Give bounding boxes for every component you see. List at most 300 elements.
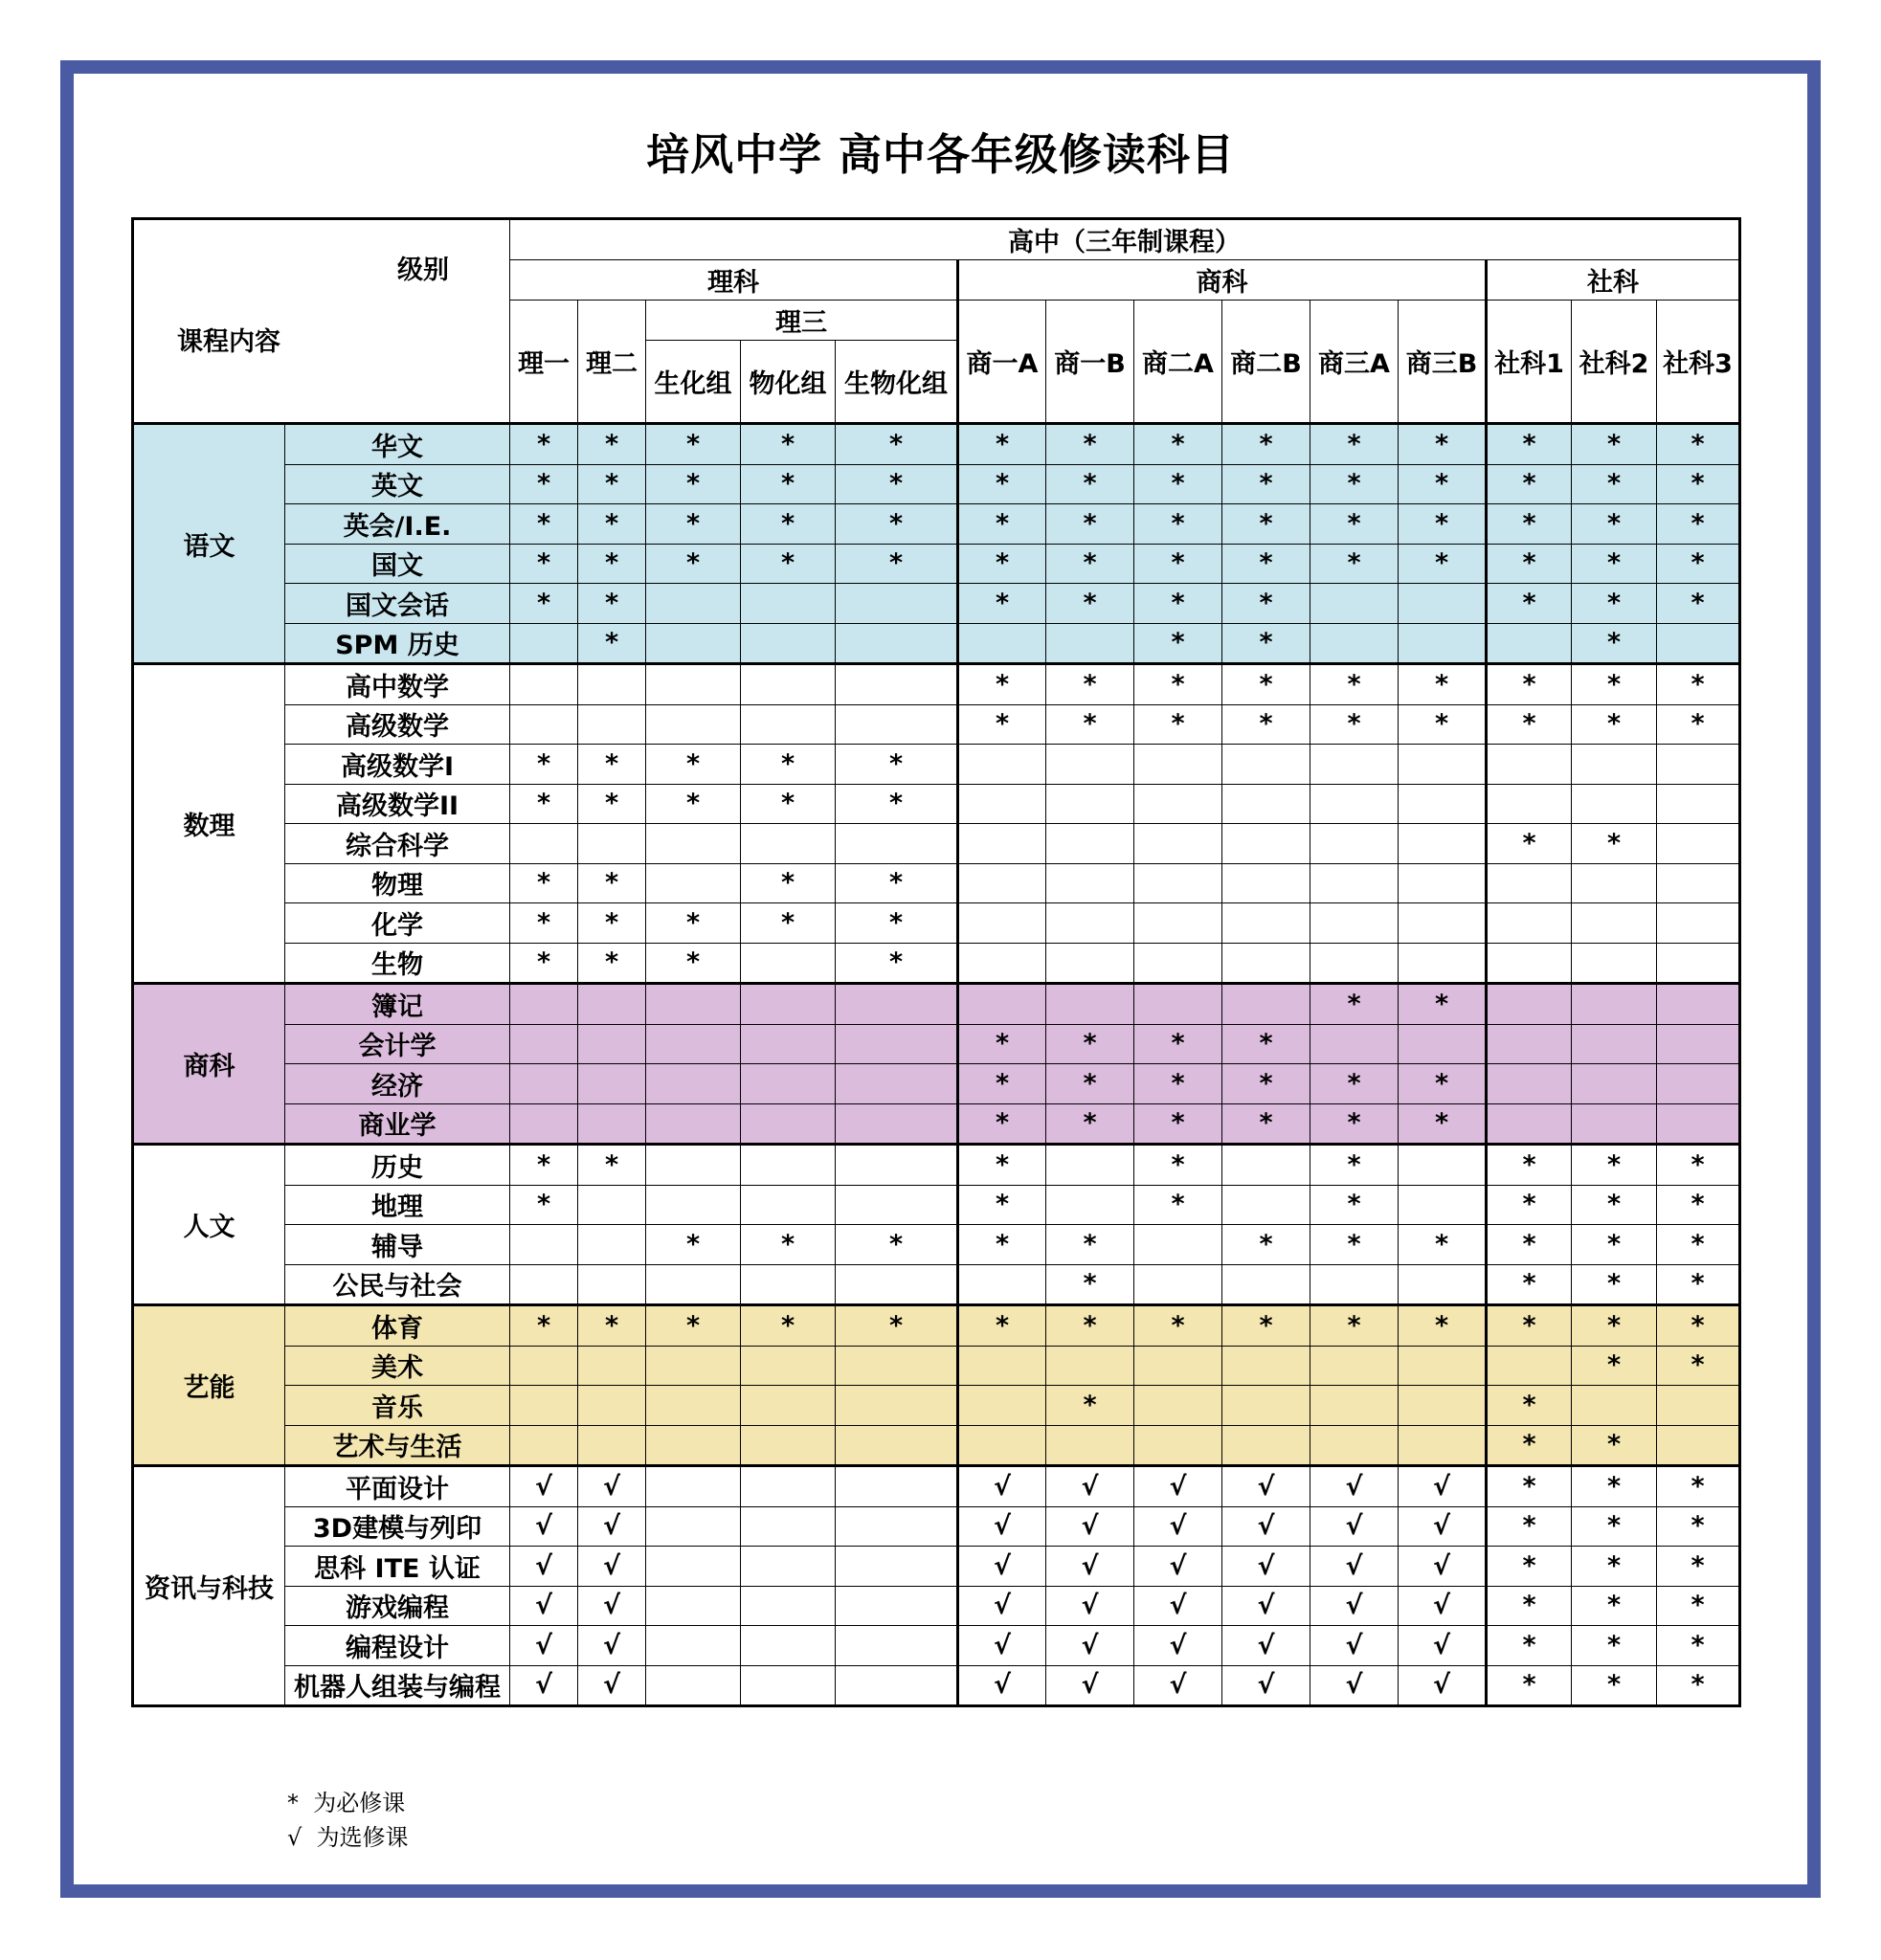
subjects-table	[131, 217, 1741, 1707]
table-row	[133, 1264, 1740, 1305]
table-row	[133, 464, 1740, 504]
mark-cell	[1222, 1346, 1310, 1386]
category-cell: 艺能	[133, 1305, 285, 1466]
mark-cell: *	[646, 504, 741, 545]
mark-cell: *	[958, 1103, 1046, 1145]
mark-cell	[1046, 784, 1134, 824]
mark-cell	[1134, 943, 1222, 984]
mark-cell	[741, 984, 836, 1025]
mark-cell: *	[1572, 1346, 1657, 1386]
mark-cell	[741, 1506, 836, 1547]
mark-cell	[1487, 784, 1572, 824]
mark-cell	[1399, 745, 1487, 785]
table-row	[133, 745, 1740, 785]
mark-cell	[646, 1064, 741, 1104]
table-row	[133, 1145, 1740, 1186]
mark-cell	[1134, 1264, 1222, 1305]
mark-cell: √	[1134, 1626, 1222, 1666]
mark-cell	[1222, 1264, 1310, 1305]
mark-cell	[1134, 1425, 1222, 1466]
mark-cell: *	[1487, 1145, 1572, 1186]
mark-cell: *	[1222, 584, 1310, 624]
mark-cell	[1046, 623, 1134, 664]
mark-cell	[741, 1626, 836, 1666]
mark-cell	[1487, 863, 1572, 903]
mark-cell: *	[510, 784, 578, 824]
mark-cell	[836, 824, 958, 864]
table-row	[133, 943, 1740, 984]
mark-cell	[1222, 984, 1310, 1025]
mark-cell	[646, 1346, 741, 1386]
header-col-2: 生化组	[646, 341, 741, 424]
header-col-12: 社科2	[1572, 301, 1657, 424]
mark-cell	[1046, 1425, 1134, 1466]
mark-cell	[741, 584, 836, 624]
mark-cell: *	[1572, 464, 1657, 504]
mark-cell: *	[1572, 1225, 1657, 1265]
subject-cell: 会计学	[285, 1024, 510, 1064]
mark-cell: *	[1572, 1264, 1657, 1305]
mark-cell	[1310, 623, 1399, 664]
table-row	[133, 1626, 1740, 1666]
mark-cell: *	[1487, 1264, 1572, 1305]
mark-cell	[1399, 1024, 1487, 1064]
mark-cell: *	[1572, 1665, 1657, 1706]
table-row	[133, 1346, 1740, 1386]
mark-cell: *	[1222, 544, 1310, 584]
mark-cell	[836, 1665, 958, 1706]
mark-cell	[1399, 1145, 1487, 1186]
subject-cell: 物理	[285, 863, 510, 903]
mark-cell	[958, 1425, 1046, 1466]
mark-cell: *	[1134, 1305, 1222, 1347]
mark-cell: *	[741, 784, 836, 824]
mark-cell: *	[1310, 664, 1399, 705]
corner-content-label: 课程内容	[177, 327, 280, 357]
category-cell: 人文	[133, 1145, 285, 1305]
mark-cell: *	[1046, 1103, 1134, 1145]
mark-cell	[1487, 745, 1572, 785]
mark-cell: *	[1399, 1103, 1487, 1145]
mark-cell	[741, 1466, 836, 1507]
table-row	[133, 1064, 1740, 1104]
mark-cell	[741, 824, 836, 864]
mark-cell: √	[1222, 1586, 1310, 1626]
mark-cell	[646, 584, 741, 624]
mark-cell: *	[578, 1145, 646, 1186]
header-col-11: 社科1	[1487, 301, 1572, 424]
legend-required	[287, 1784, 405, 1817]
subject-cell: 游戏编程	[285, 1586, 510, 1626]
mark-cell: *	[1046, 704, 1134, 745]
mark-cell: *	[1310, 1064, 1399, 1104]
mark-cell	[1399, 1425, 1487, 1466]
mark-cell	[1572, 984, 1657, 1025]
mark-cell: *	[1572, 1466, 1657, 1507]
mark-cell	[578, 1386, 646, 1426]
mark-cell: *	[1657, 1346, 1740, 1386]
mark-cell: *	[1657, 1466, 1740, 1507]
mark-cell	[1572, 1386, 1657, 1426]
mark-cell	[1572, 1064, 1657, 1104]
mark-cell: √	[578, 1665, 646, 1706]
table-row	[133, 504, 1740, 545]
mark-cell: √	[510, 1506, 578, 1547]
mark-cell	[510, 623, 578, 664]
header-corner	[133, 219, 510, 424]
mark-cell	[510, 1425, 578, 1466]
mark-cell	[646, 623, 741, 664]
mark-cell: *	[510, 424, 578, 465]
mark-cell: *	[1134, 1185, 1222, 1225]
mark-cell: *	[510, 544, 578, 584]
mark-cell	[578, 1185, 646, 1225]
mark-cell: *	[1657, 584, 1740, 624]
mark-cell: √	[958, 1466, 1046, 1507]
mark-cell: *	[510, 584, 578, 624]
mark-cell	[1399, 903, 1487, 944]
subject-cell: 3D建模与列印	[285, 1506, 510, 1547]
mark-cell: *	[1657, 1185, 1740, 1225]
mark-cell: *	[1657, 1665, 1740, 1706]
mark-cell	[510, 984, 578, 1025]
table-row	[133, 664, 1740, 705]
category-cell: 资讯与科技	[133, 1466, 285, 1706]
mark-cell	[1310, 745, 1399, 785]
mark-cell: *	[1572, 544, 1657, 584]
subject-cell: 编程设计	[285, 1626, 510, 1666]
mark-cell: *	[1657, 1506, 1740, 1547]
mark-cell: *	[741, 1305, 836, 1347]
mark-cell	[646, 1386, 741, 1426]
mark-cell: *	[1572, 1626, 1657, 1666]
mark-cell	[958, 1264, 1046, 1305]
mark-cell: *	[741, 424, 836, 465]
mark-cell: *	[578, 903, 646, 944]
mark-cell: *	[1572, 664, 1657, 705]
table-row	[133, 1506, 1740, 1547]
mark-cell: *	[836, 1305, 958, 1347]
mark-cell	[646, 704, 741, 745]
mark-cell: *	[1657, 1264, 1740, 1305]
category-cell: 商科	[133, 984, 285, 1145]
mark-cell	[1572, 1103, 1657, 1145]
mark-cell	[1046, 745, 1134, 785]
mark-cell: *	[1134, 664, 1222, 705]
mark-cell	[1399, 863, 1487, 903]
mark-cell	[1399, 584, 1487, 624]
mark-cell	[1310, 1264, 1399, 1305]
mark-cell: *	[1222, 464, 1310, 504]
table-row	[133, 1466, 1740, 1507]
subject-cell: 华文	[285, 424, 510, 465]
mark-cell: *	[646, 943, 741, 984]
table-row	[133, 424, 1740, 465]
mark-cell: √	[1399, 1547, 1487, 1587]
mark-cell	[1572, 745, 1657, 785]
mark-cell: *	[1657, 704, 1740, 745]
subject-cell: 英会/I.E.	[285, 504, 510, 545]
mark-cell: *	[578, 464, 646, 504]
mark-cell	[1310, 1024, 1399, 1064]
mark-cell: *	[1399, 704, 1487, 745]
mark-cell	[1134, 863, 1222, 903]
table-row	[133, 1305, 1740, 1347]
mark-cell	[1222, 943, 1310, 984]
mark-cell: *	[958, 1064, 1046, 1104]
mark-cell	[510, 1103, 578, 1145]
mark-cell	[646, 664, 741, 705]
mark-cell	[741, 1024, 836, 1064]
mark-cell	[646, 824, 741, 864]
mark-cell: *	[510, 1145, 578, 1186]
category-cell: 数理	[133, 664, 285, 984]
mark-cell: √	[1399, 1586, 1487, 1626]
mark-cell: *	[510, 464, 578, 504]
mark-cell: √	[1046, 1586, 1134, 1626]
mark-cell: *	[958, 584, 1046, 624]
mark-cell	[578, 1064, 646, 1104]
subject-cell: 高级数学	[285, 704, 510, 745]
mark-cell: *	[1572, 1506, 1657, 1547]
mark-cell	[1487, 1103, 1572, 1145]
legend-elective-symbol: √	[287, 1824, 302, 1851]
header-col-8: 商二B	[1222, 301, 1310, 424]
mark-cell	[578, 1225, 646, 1265]
table-row	[133, 1665, 1740, 1706]
mark-cell: *	[510, 1305, 578, 1347]
subject-cell: 高级数学II	[285, 784, 510, 824]
mark-cell: *	[1310, 1103, 1399, 1145]
mark-cell	[741, 1586, 836, 1626]
subject-cell: SPM 历史	[285, 623, 510, 664]
mark-cell: *	[1310, 464, 1399, 504]
mark-cell: *	[646, 1225, 741, 1265]
mark-cell	[1399, 1185, 1487, 1225]
mark-cell: *	[958, 664, 1046, 705]
mark-cell: √	[1222, 1665, 1310, 1706]
mark-cell	[1222, 745, 1310, 785]
mark-cell: *	[578, 544, 646, 584]
subject-cell: 商业学	[285, 1103, 510, 1145]
table-row	[133, 984, 1740, 1025]
mark-cell	[1134, 1346, 1222, 1386]
mark-cell: *	[1134, 704, 1222, 745]
mark-cell: *	[510, 863, 578, 903]
header-stream-commerce: 商科	[958, 260, 1487, 301]
mark-cell: *	[1487, 1305, 1572, 1347]
mark-cell	[1399, 943, 1487, 984]
table-row	[133, 544, 1740, 584]
mark-cell: *	[646, 903, 741, 944]
subject-cell: 体育	[285, 1305, 510, 1347]
mark-cell: *	[1046, 1305, 1134, 1347]
mark-cell: *	[741, 745, 836, 785]
table-row	[133, 584, 1740, 624]
legend-required-text: 为必修课	[313, 1790, 406, 1816]
mark-cell	[1222, 1145, 1310, 1186]
mark-cell: *	[1046, 544, 1134, 584]
mark-cell	[510, 664, 578, 705]
mark-cell	[510, 704, 578, 745]
mark-cell	[1572, 863, 1657, 903]
mark-cell: *	[1657, 504, 1740, 545]
subject-cell: 思科 ITE 认证	[285, 1547, 510, 1587]
mark-cell: *	[1487, 664, 1572, 705]
mark-cell	[741, 1064, 836, 1104]
header-stream-science: 理科	[510, 260, 958, 301]
mark-cell: *	[578, 745, 646, 785]
mark-cell: *	[958, 504, 1046, 545]
mark-cell: *	[1046, 1064, 1134, 1104]
mark-cell: √	[1222, 1466, 1310, 1507]
header-col-6: 商一B	[1046, 301, 1134, 424]
mark-cell: *	[1487, 1225, 1572, 1265]
mark-cell	[741, 1547, 836, 1587]
mark-cell	[1222, 1425, 1310, 1466]
mark-cell	[836, 1185, 958, 1225]
mark-cell	[741, 1264, 836, 1305]
legend-elective	[287, 1818, 409, 1852]
mark-cell: √	[510, 1665, 578, 1706]
mark-cell	[836, 1103, 958, 1145]
subject-cell: 音乐	[285, 1386, 510, 1426]
mark-cell	[1657, 1425, 1740, 1466]
mark-cell	[1657, 623, 1740, 664]
mark-cell: *	[1310, 1305, 1399, 1347]
mark-cell	[1572, 903, 1657, 944]
mark-cell: *	[646, 464, 741, 504]
mark-cell	[510, 1064, 578, 1104]
mark-cell	[741, 1425, 836, 1466]
mark-cell: *	[1399, 1225, 1487, 1265]
mark-cell	[836, 664, 958, 705]
mark-cell	[836, 584, 958, 624]
mark-cell: *	[1399, 1064, 1487, 1104]
subject-cell: 辅导	[285, 1225, 510, 1265]
mark-cell	[1572, 784, 1657, 824]
mark-cell	[836, 1145, 958, 1186]
mark-cell	[646, 984, 741, 1025]
mark-cell: *	[1487, 1185, 1572, 1225]
mark-cell: *	[1487, 824, 1572, 864]
mark-cell: *	[1222, 1305, 1310, 1347]
subject-cell: 英文	[285, 464, 510, 504]
mark-cell: *	[1310, 424, 1399, 465]
subject-cell: 高级数学I	[285, 745, 510, 785]
mark-cell	[836, 1264, 958, 1305]
mark-cell	[741, 943, 836, 984]
subject-cell: 高中数学	[285, 664, 510, 705]
subject-cell: 历史	[285, 1145, 510, 1186]
mark-cell	[836, 1626, 958, 1666]
mark-cell	[958, 623, 1046, 664]
header-col-0: 理一	[510, 301, 578, 424]
mark-cell: *	[1487, 464, 1572, 504]
mark-cell	[1657, 903, 1740, 944]
mark-cell: √	[578, 1626, 646, 1666]
mark-cell: *	[1046, 424, 1134, 465]
mark-cell	[1046, 903, 1134, 944]
mark-cell	[1487, 984, 1572, 1025]
mark-cell: *	[510, 504, 578, 545]
mark-cell: √	[1046, 1466, 1134, 1507]
mark-cell	[1134, 903, 1222, 944]
mark-cell: *	[1487, 1547, 1572, 1587]
mark-cell	[510, 1225, 578, 1265]
mark-cell: √	[510, 1586, 578, 1626]
table-row	[133, 704, 1740, 745]
mark-cell	[1046, 1346, 1134, 1386]
mark-cell: √	[958, 1626, 1046, 1666]
mark-cell	[741, 1185, 836, 1225]
mark-cell: *	[1487, 1626, 1572, 1666]
mark-cell	[578, 984, 646, 1025]
mark-cell	[646, 1586, 741, 1626]
mark-cell: *	[578, 584, 646, 624]
mark-cell	[1310, 903, 1399, 944]
mark-cell: *	[1487, 1586, 1572, 1626]
mark-cell: *	[578, 1305, 646, 1347]
mark-cell	[958, 1386, 1046, 1426]
mark-cell: *	[836, 943, 958, 984]
mark-cell: √	[1399, 1506, 1487, 1547]
mark-cell: *	[1222, 424, 1310, 465]
mark-cell: *	[836, 504, 958, 545]
mark-cell: *	[1134, 1145, 1222, 1186]
mark-cell: √	[1046, 1626, 1134, 1666]
mark-cell	[958, 863, 1046, 903]
table-row	[133, 623, 1740, 664]
mark-cell	[836, 1547, 958, 1587]
mark-cell	[1310, 824, 1399, 864]
mark-cell	[1046, 1145, 1134, 1186]
mark-cell: *	[958, 544, 1046, 584]
mark-cell: *	[836, 464, 958, 504]
mark-cell	[1399, 623, 1487, 664]
mark-cell: *	[1222, 623, 1310, 664]
mark-cell: *	[1134, 1103, 1222, 1145]
category-cell: 语文	[133, 424, 285, 664]
mark-cell: *	[1657, 424, 1740, 465]
mark-cell: √	[958, 1506, 1046, 1547]
mark-cell	[741, 1665, 836, 1706]
mark-cell	[1222, 863, 1310, 903]
header-col-9: 商三A	[1310, 301, 1399, 424]
header-col-13: 社科3	[1657, 301, 1740, 424]
mark-cell: √	[1046, 1506, 1134, 1547]
mark-cell: *	[510, 903, 578, 944]
mark-cell	[836, 984, 958, 1025]
mark-cell	[836, 1506, 958, 1547]
mark-cell: *	[1399, 424, 1487, 465]
mark-cell: √	[1399, 1466, 1487, 1507]
mark-cell: *	[1399, 664, 1487, 705]
mark-cell	[1487, 1346, 1572, 1386]
mark-cell: *	[1487, 424, 1572, 465]
mark-cell: *	[1487, 1665, 1572, 1706]
mark-cell	[958, 984, 1046, 1025]
mark-cell	[578, 1103, 646, 1145]
table-row	[133, 1103, 1740, 1145]
mark-cell	[1657, 863, 1740, 903]
mark-cell	[1046, 943, 1134, 984]
mark-cell: *	[1572, 1305, 1657, 1347]
mark-cell: *	[836, 863, 958, 903]
mark-cell: *	[1310, 544, 1399, 584]
mark-cell: *	[1222, 1225, 1310, 1265]
mark-cell: *	[1657, 544, 1740, 584]
